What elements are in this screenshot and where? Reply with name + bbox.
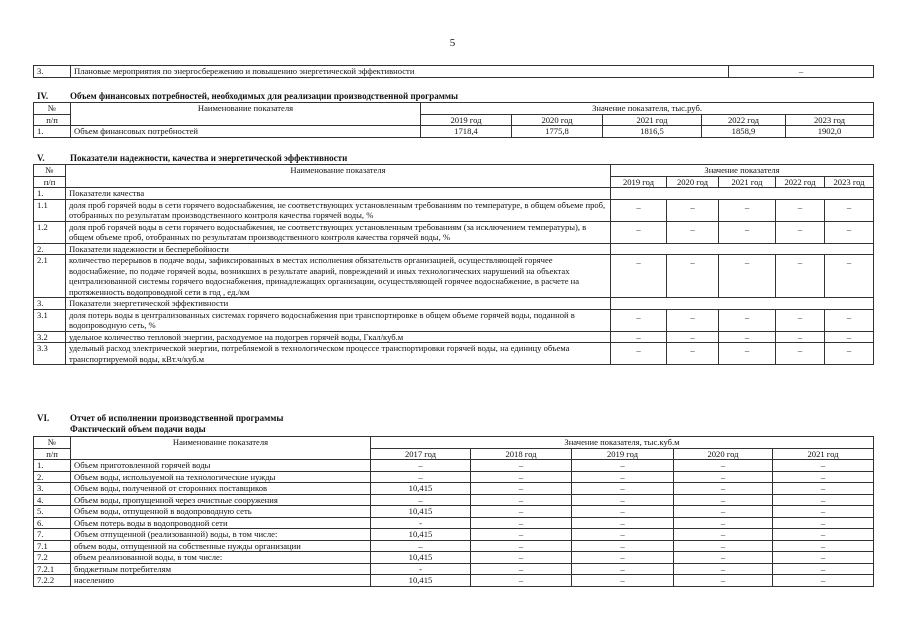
row-value: – (572, 575, 674, 587)
row-value: – (719, 199, 776, 221)
row-name: Объем воды, полученной от сторонних поставщиков (71, 483, 371, 495)
reliability-table (33, 164, 874, 365)
year-header: 2020 год (674, 448, 773, 460)
row-value: – (825, 309, 874, 331)
row-value: – (729, 66, 874, 78)
table-header-row (34, 437, 874, 449)
row-value: – (471, 460, 572, 472)
row-value: – (776, 309, 825, 331)
row-value: – (674, 460, 773, 472)
water-supply-table (33, 436, 874, 587)
table-row (34, 66, 874, 78)
row-value: – (371, 540, 471, 552)
row-name: Показатели качества (66, 188, 611, 200)
table-row (34, 298, 874, 310)
row-number: 2. (34, 471, 71, 483)
row-value: – (825, 199, 874, 221)
row-value: 1718,4 (421, 126, 512, 138)
section-v-heading (37, 153, 347, 163)
row-name: объем воды, отпущенной на собственные нужды организации (71, 540, 371, 552)
column-header-name: Наименование показателя (71, 437, 371, 460)
year-header: 2019 год (611, 176, 667, 188)
row-value: – (719, 343, 776, 365)
row-value: – (471, 483, 572, 495)
row-value: – (719, 309, 776, 331)
column-header-number: № (34, 165, 66, 177)
row-value: – (773, 471, 874, 483)
column-header-pp: п/п (34, 448, 71, 460)
row-value: 1858,9 (702, 126, 786, 138)
year-header: 2022 год (702, 114, 786, 126)
row-value: – (674, 517, 773, 529)
row-value: – (776, 331, 825, 343)
row-value: 10,415 (371, 483, 471, 495)
row-number: 7.2.1 (34, 563, 71, 575)
row-number: 7.2 (34, 552, 71, 564)
row-value: – (776, 221, 825, 243)
row-value: – (667, 309, 719, 331)
table-row (34, 243, 874, 255)
row-number: 4. (34, 494, 71, 506)
row-name: населению (71, 575, 371, 587)
table-row (34, 221, 874, 243)
row-value: – (572, 517, 674, 529)
row-value: 10,415 (371, 575, 471, 587)
year-header: 2021 год (603, 114, 702, 126)
row-value: – (471, 529, 572, 541)
row-value: - (371, 517, 471, 529)
year-header: 2017 год (371, 448, 471, 460)
row-value: – (572, 552, 674, 564)
row-value: – (572, 460, 674, 472)
row-value: 1902,0 (786, 126, 874, 138)
year-header: 2023 год (786, 114, 874, 126)
row-value: – (371, 471, 471, 483)
row-value: – (773, 506, 874, 518)
row-value (611, 243, 874, 255)
row-value: – (572, 494, 674, 506)
row-number: 3. (34, 298, 66, 310)
row-number: 6. (34, 517, 71, 529)
row-value: – (674, 575, 773, 587)
row-name: доля проб горячей воды в сети горячего водоснабжения, не соответствующих установленным требованиям по температуре, в общем объеме проб, отобранных по результатам производственного контроля качества горячей воды, % (66, 199, 611, 221)
column-header-value: Значение показателя (611, 165, 874, 177)
section-subtitle: Фактический объем подачи воды (70, 424, 206, 434)
row-value: – (667, 221, 719, 243)
row-value: – (371, 460, 471, 472)
row-value: – (471, 563, 572, 575)
table-row (34, 255, 874, 298)
row-value: – (471, 494, 572, 506)
table-row (34, 331, 874, 343)
row-value: – (667, 343, 719, 365)
section-number: V. (37, 153, 45, 163)
row-value: – (667, 199, 719, 221)
row-number: 2. (34, 243, 66, 255)
row-value: – (825, 221, 874, 243)
table-row (34, 575, 874, 587)
row-number: 2.1 (34, 255, 66, 298)
row-value: 1775,8 (512, 126, 603, 138)
row-name: Объем финансовых потребностей (71, 126, 421, 138)
table-row (34, 529, 874, 541)
table-row (34, 483, 874, 495)
table-row (34, 471, 874, 483)
row-value: – (773, 460, 874, 472)
row-value: 1816,5 (603, 126, 702, 138)
row-value: – (611, 221, 667, 243)
row-value: – (825, 343, 874, 365)
row-value: – (611, 331, 667, 343)
row-value: 10,415 (371, 529, 471, 541)
row-number: 3.2 (34, 331, 66, 343)
row-name: Объем воды, отпущенной в водопроводную сеть (71, 506, 371, 518)
row-name: Объем отпущенной (реализованной) воды, в том числе: (71, 529, 371, 541)
row-name: Показатели энергетической эффективности (66, 298, 611, 310)
row-value: – (572, 471, 674, 483)
table-row (34, 552, 874, 564)
year-header: 2020 год (667, 176, 719, 188)
table-row (34, 494, 874, 506)
row-value: – (776, 343, 825, 365)
row-value: – (674, 552, 773, 564)
row-value: – (773, 483, 874, 495)
row-name: доля проб горячей воды в сети горячего водоснабжения, не соответствующих установленным требованиям (за исключением температуры), в общем объеме проб, отобранных по результатам производственного контроля качества горячей воды, % (66, 221, 611, 243)
row-name: удельный расход электрической энергии, потребляемой в технологическом процессе транспортировки горячей воды, на единицу объема транспортируемой воды, кВт.ч/куб.м (66, 343, 611, 365)
row-value: – (773, 494, 874, 506)
column-header-value: Значение показателя, тыс.руб. (421, 103, 874, 115)
row-value: – (611, 309, 667, 331)
section-vi-heading (37, 413, 283, 423)
row-number: 1.2 (34, 221, 66, 243)
row-value: – (667, 331, 719, 343)
row-value: – (471, 471, 572, 483)
year-header: 2020 год (512, 114, 603, 126)
table-row (34, 506, 874, 518)
row-value: - (371, 563, 471, 575)
section-title: Объем финансовых потребностей, необходимых для реализации производственной программы (70, 91, 459, 101)
row-value: – (471, 575, 572, 587)
row-number: 7.2.2 (34, 575, 71, 587)
year-header: 2018 год (471, 448, 572, 460)
row-number: 1.1 (34, 199, 66, 221)
row-number: 7. (34, 529, 71, 541)
row-value: – (776, 255, 825, 298)
column-header-pp: п/п (34, 176, 66, 188)
section-number: IV. (37, 91, 49, 101)
row-value: – (773, 540, 874, 552)
row-value: – (825, 331, 874, 343)
row-value: – (471, 506, 572, 518)
row-value: – (471, 540, 572, 552)
table-row (34, 199, 874, 221)
row-value: – (674, 494, 773, 506)
section-title: Отчет об исполнении производственной программы (70, 413, 284, 423)
row-value: – (611, 199, 667, 221)
year-header: 2021 год (773, 448, 874, 460)
row-name: Объем воды, используемой на технологические нужды (71, 471, 371, 483)
section-title: Показатели надежности, качества и энергетической эффективности (70, 153, 348, 163)
row-value: – (773, 517, 874, 529)
section-iv-heading (37, 91, 458, 101)
row-value: – (773, 529, 874, 541)
row-name: доля потерь воды в централизованных системах горячего водоснабжения при транспортировке в общем объеме горячей воды, поданной в водопроводную сеть, % (66, 309, 611, 331)
row-value: – (719, 221, 776, 243)
row-value: – (719, 255, 776, 298)
row-number: 3. (34, 66, 71, 78)
row-value: – (674, 483, 773, 495)
row-name: Объем воды, пропущенной через очистные сооружения (71, 494, 371, 506)
table-row (34, 188, 874, 200)
row-value: 10,415 (371, 552, 471, 564)
programs-table (33, 65, 874, 78)
table-row (34, 540, 874, 552)
year-header: 2019 год (421, 114, 512, 126)
column-header-number: № (34, 103, 71, 115)
row-value: – (572, 540, 674, 552)
table-row (34, 343, 874, 365)
row-name: количество перерывов в подаче воды, зафиксированных в местах исполнения обязательств организацией, осуществляющей горячее водоснабжение, по подаче горячей воды, возникших в результате аварий, повреждений и иных технологических нарушений на объектах централизованной системы горячего водоснабжения, принадлежащих организации, осуществляющей горячее водоснабжение, в расчете на протяженность водопроводной сети в год , ед./км (66, 255, 611, 298)
financial-needs-table (33, 102, 874, 138)
row-number: 5. (34, 506, 71, 518)
row-name: объем реализованной воды, в том числе: (71, 552, 371, 564)
row-value (611, 298, 874, 310)
row-value: – (773, 552, 874, 564)
table-row (34, 126, 874, 138)
row-value: – (674, 540, 773, 552)
row-value: – (674, 506, 773, 518)
table-row (34, 309, 874, 331)
row-number: 7.1 (34, 540, 71, 552)
row-name: Показатели надежности и бесперебойности (66, 243, 611, 255)
row-value: – (471, 552, 572, 564)
row-name: удельное количество тепловой энергии, расходуемое на подогрев горячей воды, Гкал/куб.м (66, 331, 611, 343)
table-row (34, 563, 874, 575)
row-number: 3.3 (34, 343, 66, 365)
row-value: – (674, 529, 773, 541)
row-value: – (776, 199, 825, 221)
row-value: – (572, 506, 674, 518)
year-header: 2023 год (825, 176, 874, 188)
row-value: – (371, 494, 471, 506)
row-number: 1. (34, 460, 71, 472)
row-value (611, 188, 874, 200)
row-value: – (572, 529, 674, 541)
row-value: – (825, 255, 874, 298)
row-name: Объем потерь воды в водопроводной сети (71, 517, 371, 529)
row-value: – (719, 331, 776, 343)
row-value: – (773, 575, 874, 587)
column-header-pp: п/п (34, 114, 71, 126)
table-header-row (34, 103, 874, 115)
year-header: 2019 год (572, 448, 674, 460)
row-value: – (572, 563, 674, 575)
row-value: – (471, 517, 572, 529)
column-header-value: Значение показателя, тыс.куб.м (371, 437, 874, 449)
row-number: 3. (34, 483, 71, 495)
row-value: – (611, 255, 667, 298)
column-header-number: № (34, 437, 71, 449)
year-header: 2021 год (719, 176, 776, 188)
year-header: 2022 год (776, 176, 825, 188)
row-number: 3.1 (34, 309, 66, 331)
row-name: Объем приготовленной горячей воды (71, 460, 371, 472)
row-number: 1. (34, 188, 66, 200)
table-row (34, 517, 874, 529)
row-value: – (674, 563, 773, 575)
row-value: – (674, 471, 773, 483)
row-value: – (773, 563, 874, 575)
row-number: 1. (34, 126, 71, 138)
table-row (34, 460, 874, 472)
page-number: 5 (449, 37, 456, 49)
row-value: – (572, 483, 674, 495)
column-header-name: Наименование показателя (71, 103, 421, 126)
row-value: – (667, 255, 719, 298)
row-name: бюджетным потребителям (71, 563, 371, 575)
row-name: Плановые мероприятия по энергосбережению и повышению энергетической эффективности (71, 66, 729, 78)
row-value: – (611, 343, 667, 365)
column-header-name: Наименование показателя (66, 165, 611, 188)
row-value: 10,415 (371, 506, 471, 518)
section-number: VI. (37, 413, 50, 423)
table-header-row (34, 165, 874, 177)
water-supply-rows (34, 460, 874, 587)
